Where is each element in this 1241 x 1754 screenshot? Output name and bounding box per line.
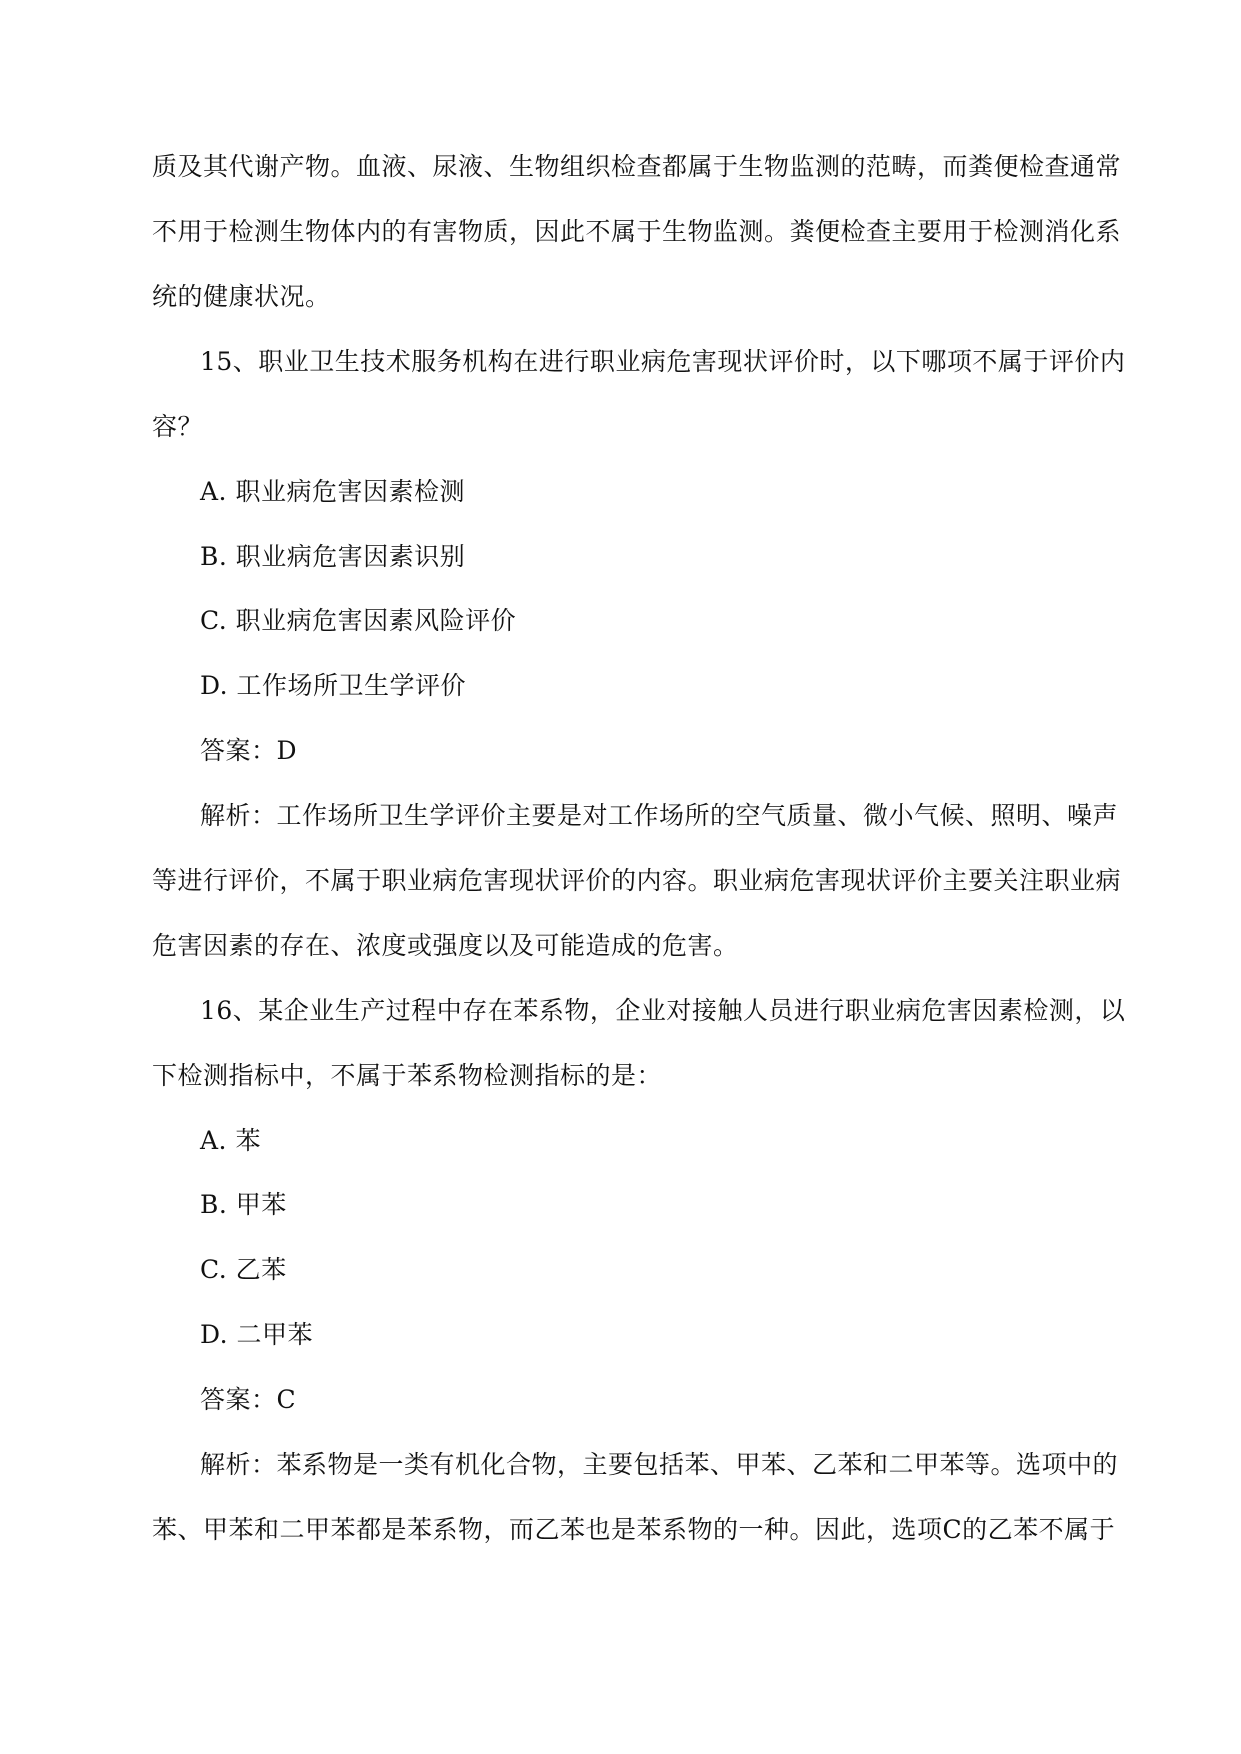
prev-explanation-line: 不用于检测生物体内的有害物质，因此不属于生物监测。粪便检查主要用于检测消化系: [152, 217, 1122, 246]
question-16-option-a: A. 苯: [200, 1126, 261, 1155]
question-16-text: 16、某企业生产过程中存在苯系物，企业对接触人员进行职业病危害因素检测，以: [200, 996, 1126, 1025]
prev-explanation-line: 统的健康状况。: [152, 282, 331, 311]
question-16-explanation: 解析：苯系物是一类有机化合物，主要包括苯、甲苯、乙苯和二甲苯等。选项中的: [200, 1450, 1119, 1479]
question-16-text: 下检测指标中，不属于苯系物检测指标的是：: [152, 1061, 663, 1090]
question-16-option-b: B. 甲苯: [200, 1190, 287, 1219]
question-15-answer: 答案：D: [200, 736, 298, 765]
question-15-explanation: 等进行评价，不属于职业病危害现状评价的内容。职业病危害现状评价主要关注职业病: [152, 866, 1122, 895]
prev-explanation-line: 质及其代谢产物。血液、尿液、生物组织检查都属于生物监测的范畴，而粪便检查通常: [152, 152, 1122, 181]
question-15-explanation: 危害因素的存在、浓度或强度以及可能造成的危害。: [152, 931, 739, 960]
question-15-text: 15、职业卫生技术服务机构在进行职业病危害现状评价时，以下哪项不属于评价内: [200, 347, 1126, 376]
question-15-option-d: D. 工作场所卫生学评价: [200, 671, 467, 700]
question-16-option-c: C. 乙苯: [200, 1255, 287, 1284]
question-15-option-c: C. 职业病危害因素风险评价: [200, 606, 517, 635]
question-15-option-b: B. 职业病危害因素识别: [200, 542, 466, 571]
question-15-explanation: 解析：工作场所卫生学评价主要是对工作场所的空气质量、微小气候、照明、噪声: [200, 801, 1119, 830]
question-16-answer: 答案：C: [200, 1385, 297, 1414]
question-16-option-d: D. 二甲苯: [200, 1320, 314, 1349]
question-16-explanation: 苯、甲苯和二甲苯都是苯系物，而乙苯也是苯系物的一种。因此，选项C的乙苯不属于: [152, 1515, 1116, 1544]
question-15-text: 容？: [152, 412, 204, 441]
question-15-option-a: A. 职业病危害因素检测: [200, 477, 465, 506]
